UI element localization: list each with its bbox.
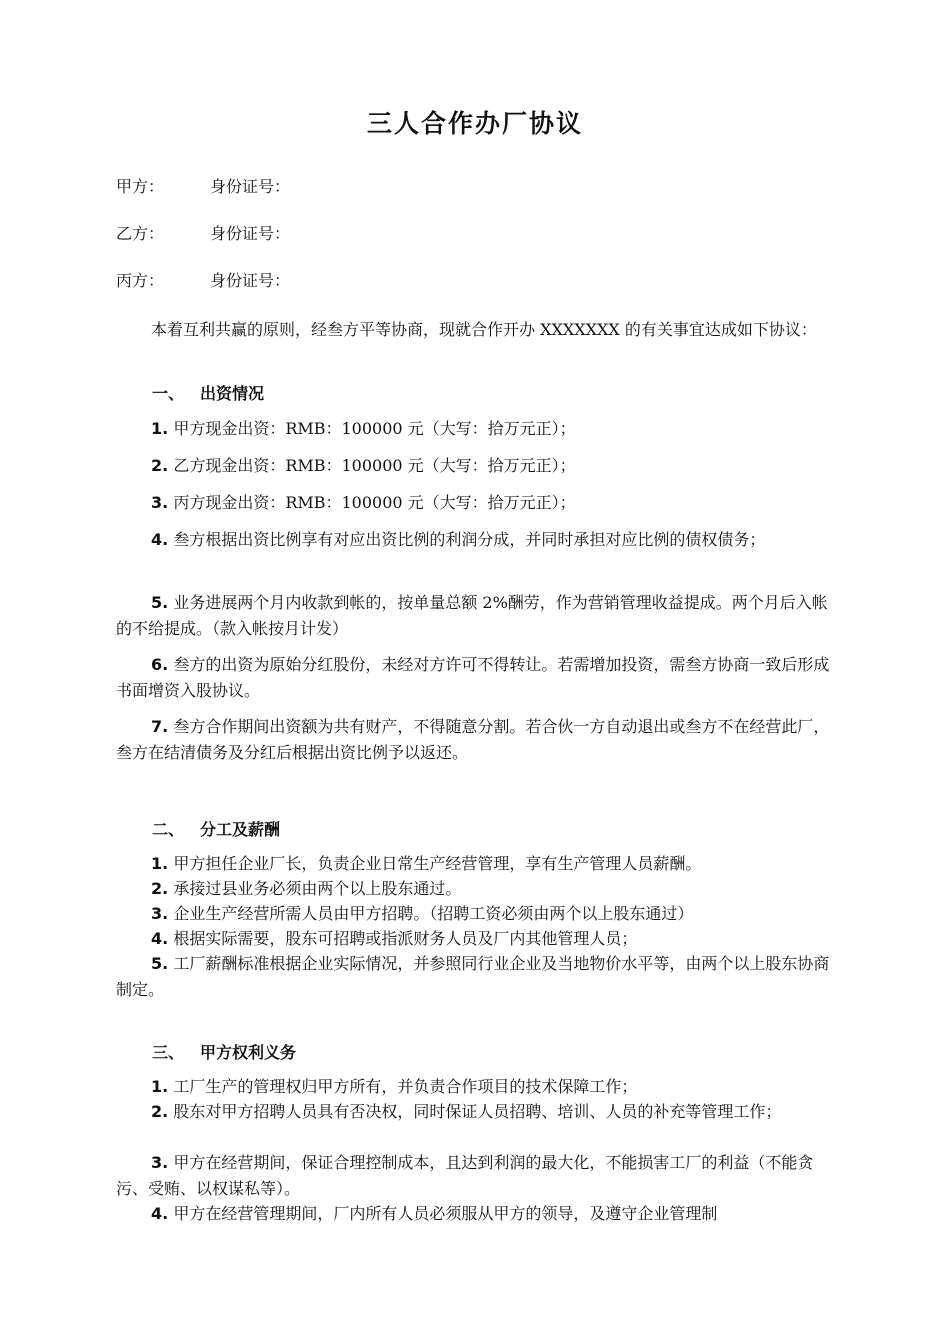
item-number: 6. xyxy=(151,655,169,674)
list-item xyxy=(116,527,838,553)
list-item xyxy=(116,590,838,642)
section-heading-3 xyxy=(152,1040,296,1063)
list-item xyxy=(116,876,838,902)
item-number: 4. xyxy=(151,1204,169,1223)
item-text: 甲方现金出资：RMB：100000 元（大写：拾万元正）； xyxy=(173,419,576,438)
party-c-line xyxy=(116,268,290,291)
item-text: 甲方担任企业厂长，负责企业日常生产经营管理，享有生产管理人员薪酬。 xyxy=(173,854,702,873)
section-title: 出资情况 xyxy=(200,384,265,403)
item-number: 7. xyxy=(151,717,169,736)
item-number: 4. xyxy=(151,530,169,549)
list-item xyxy=(116,714,838,766)
item-number: 1. xyxy=(151,854,169,873)
item-text: 丙方现金出资：RMB：100000 元（大写：拾万元正）； xyxy=(173,493,576,512)
party-c-label: 丙方： xyxy=(116,271,165,290)
party-b-line xyxy=(116,221,290,244)
item-number: 1. xyxy=(151,1077,169,1096)
section-number: 一、 xyxy=(152,384,185,403)
section-title: 分工及薪酬 xyxy=(200,820,281,839)
item-text: 叁方的出资为原始分红股份，未经对方许可不得转让。若需增加投资，需叁方协商一致后形成书面增资入股协议。 xyxy=(116,655,830,700)
list-item xyxy=(116,453,838,479)
document-title: 三人合作办厂协议 xyxy=(366,109,583,138)
item-text: 叁方合作期间出资额为共有财产，不得随意分割。若合伙一方自动退出或叁方不在经营此厂，叁方在结清债务及分红后根据出资比例予以返还。 xyxy=(116,717,830,762)
item-number: 2. xyxy=(151,456,169,475)
section-heading-2 xyxy=(152,817,280,840)
list-item xyxy=(116,926,838,952)
list-item xyxy=(116,652,838,704)
item-number: 4. xyxy=(151,929,169,948)
item-text: 甲方在经营管理期间，厂内所有人员必须服从甲方的领导，及遵守企业管理制 xyxy=(173,1204,718,1223)
item-number: 2. xyxy=(151,1102,169,1121)
intro-paragraph: 本着互利共赢的原则，经叁方平等协商，现就合作开办 XXXXXXX 的有关事宜达成如下协议： xyxy=(151,320,817,339)
section-title: 甲方权利义务 xyxy=(200,1043,297,1062)
item-text: 工厂薪酬标准根据企业实际情况，并参照同行业企业及当地物价水平等，由两个以上股东协商制定。 xyxy=(116,954,830,999)
party-b-id-label: 身份证号： xyxy=(210,224,291,243)
item-text: 企业生产经营所需人员由甲方招聘。（招聘工资必须由两个以上股东通过） xyxy=(173,904,694,923)
item-number: 2. xyxy=(151,879,169,898)
item-text: 股东对甲方招聘人员具有否决权，同时保证人员招聘、培训、人员的补充等管理工作； xyxy=(173,1102,782,1121)
list-item xyxy=(116,1201,838,1227)
item-text: 工厂生产的管理权归甲方所有，并负责合作项目的技术保障工作； xyxy=(173,1077,638,1096)
list-item xyxy=(116,951,838,1003)
party-a-label: 甲方： xyxy=(116,177,165,196)
party-a-line xyxy=(116,174,290,197)
item-number: 3. xyxy=(151,493,169,512)
list-item xyxy=(116,851,838,877)
party-a-id-label: 身份证号： xyxy=(210,177,291,196)
list-item xyxy=(116,490,838,516)
item-number: 5. xyxy=(151,593,169,612)
party-b-label: 乙方： xyxy=(116,224,165,243)
list-item xyxy=(116,1150,838,1202)
list-item xyxy=(116,901,838,927)
list-item xyxy=(116,1099,838,1125)
item-text: 业务进展两个月内收款到帐的，按单量总额 2%酬劳，作为营销管理收益提成。两个月后入帐的不给提成。（款入帐按月计发） xyxy=(116,593,828,638)
item-text: 叁方根据出资比例享有对应出资比例的利润分成，并同时承担对应比例的债权债务； xyxy=(173,530,766,549)
section-number: 三、 xyxy=(152,1043,185,1062)
item-number: 5. xyxy=(151,954,169,973)
item-text: 乙方现金出资：RMB：100000 元（大写：拾万元正）； xyxy=(173,456,576,475)
item-text: 根据实际需要，股东可招聘或指派财务人员及厂内其他管理人员； xyxy=(173,929,638,948)
list-item xyxy=(116,1074,838,1100)
party-c-id-label: 身份证号： xyxy=(210,271,291,290)
list-item xyxy=(116,416,838,442)
item-number: 1. xyxy=(151,419,169,438)
item-text: 承接过县业务必须由两个以上股东通过。 xyxy=(173,879,462,898)
item-number: 3. xyxy=(151,1153,169,1172)
section-heading-1 xyxy=(152,381,264,404)
item-text: 甲方在经营期间，保证合理控制成本，且达到利润的最大化，不能损害工厂的利益（不能贪污、受贿、以权谋私等）。 xyxy=(116,1153,814,1198)
section-number: 二、 xyxy=(152,820,185,839)
item-number: 3. xyxy=(151,904,169,923)
